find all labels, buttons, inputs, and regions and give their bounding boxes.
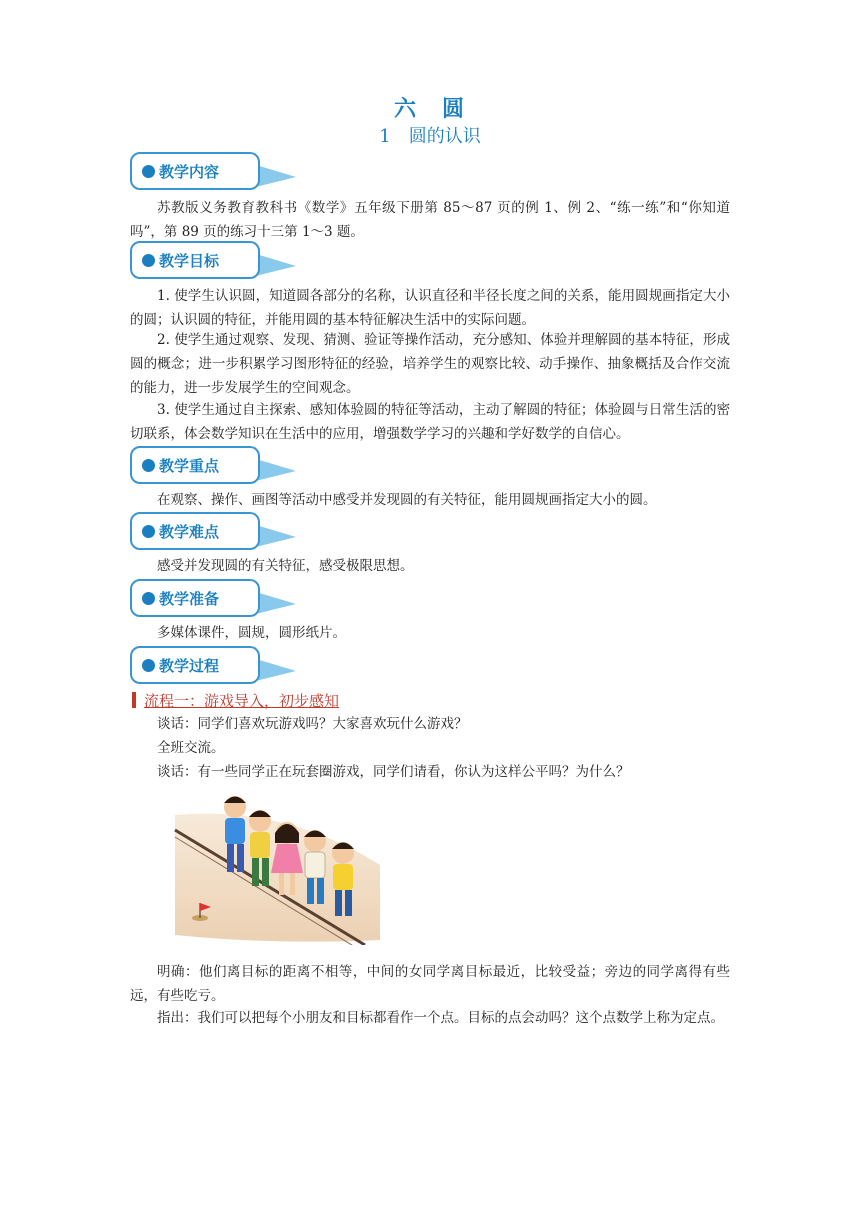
conclusion-paragraph: 明确：他们离目标的距离不相等，中间的女同学离目标最近，比较受益；旁边的同学离得有些远，有些吃亏。 — [130, 964, 730, 1004]
section-label: 教学内容 — [159, 162, 220, 181]
flow-title: 流程一：游戏导入，初步感知 — [144, 692, 340, 710]
section-label: 教学目标 — [159, 251, 220, 270]
goal-item-2: 2. 使学生通过观察、发现、猜测、验证等操作活动，充分感知、体验并理解圆的基本特征，形成圆的概念；进一步积累学习图形特征的经验，培养学生的观察比较、动手操作、抽象概括及合作交流的能力，进一步发展学生的空间观念。 — [130, 332, 730, 396]
bullet-dot-icon — [142, 659, 155, 672]
bullet-dot-icon — [142, 592, 155, 605]
section-label: 教学重点 — [159, 456, 220, 475]
difficulty-paragraph: 感受并发现圆的有关特征，感受极限思想。 — [157, 558, 414, 574]
section-header-goals — [130, 241, 300, 283]
section-header-content — [130, 152, 300, 194]
point-out-paragraph: 指出：我们可以把每个小朋友和目标都看作一个点。目标的点会动吗？这个点数学上称为定点。 — [157, 1010, 724, 1026]
flow-marker-bar — [132, 692, 136, 708]
section-header-difficulty — [130, 512, 300, 554]
section-header-process — [130, 646, 300, 688]
bullet-dot-icon — [142, 165, 155, 178]
section-label: 教学过程 — [159, 656, 220, 675]
goal-item-1: 1. 使学生认识圆，知道圆各部分的名称，认识直径和半径长度之间的关系，能用圆规画指定大小的圆；认识圆的特征，并能用圆的基本特征解决生活中的实际问题。 — [130, 288, 730, 328]
content-paragraph: 苏教版义务教育教科书《数学》五年级下册第 85～87 页的例 1、例 2、“练一练”和“你知道吗”，第 89 页的练习十三第 1～3 题。 — [130, 200, 730, 240]
section-header-key — [130, 446, 300, 488]
section-label: 教学准备 — [159, 589, 220, 608]
prep-paragraph: 多媒体课件，圆规，圆形纸片。 — [157, 625, 346, 641]
chapter-title: 六 圆 — [393, 96, 466, 122]
section-header-prep — [130, 579, 300, 621]
bullet-dot-icon — [142, 254, 155, 267]
ring-toss-illustration — [165, 785, 385, 945]
lesson-title: 1 圆的认识 — [379, 126, 481, 147]
bullet-dot-icon — [142, 459, 155, 472]
flow-line-3: 谈话：有一些同学正在玩套圈游戏，同学们请看，你认为这样公平吗？为什么？ — [157, 764, 630, 780]
key-paragraph: 在观察、操作、画图等活动中感受并发现圆的有关特征，能用圆规画指定大小的圆。 — [157, 492, 657, 508]
section-label: 教学难点 — [159, 522, 220, 541]
goal-item-3: 3. 使学生通过自主探索、感知体验圆的特征等活动，主动了解圆的特征；体验圆与日常生活的密切联系，体会数学知识在生活中的应用，增强数学学习的兴趣和学好数学的自信心。 — [130, 402, 730, 442]
flow-line-2: 全班交流。 — [157, 740, 225, 756]
bullet-dot-icon — [142, 525, 155, 538]
flow-line-1: 谈话：同学们喜欢玩游戏吗？大家喜欢玩什么游戏？ — [157, 716, 468, 732]
flow-heading — [132, 690, 339, 711]
